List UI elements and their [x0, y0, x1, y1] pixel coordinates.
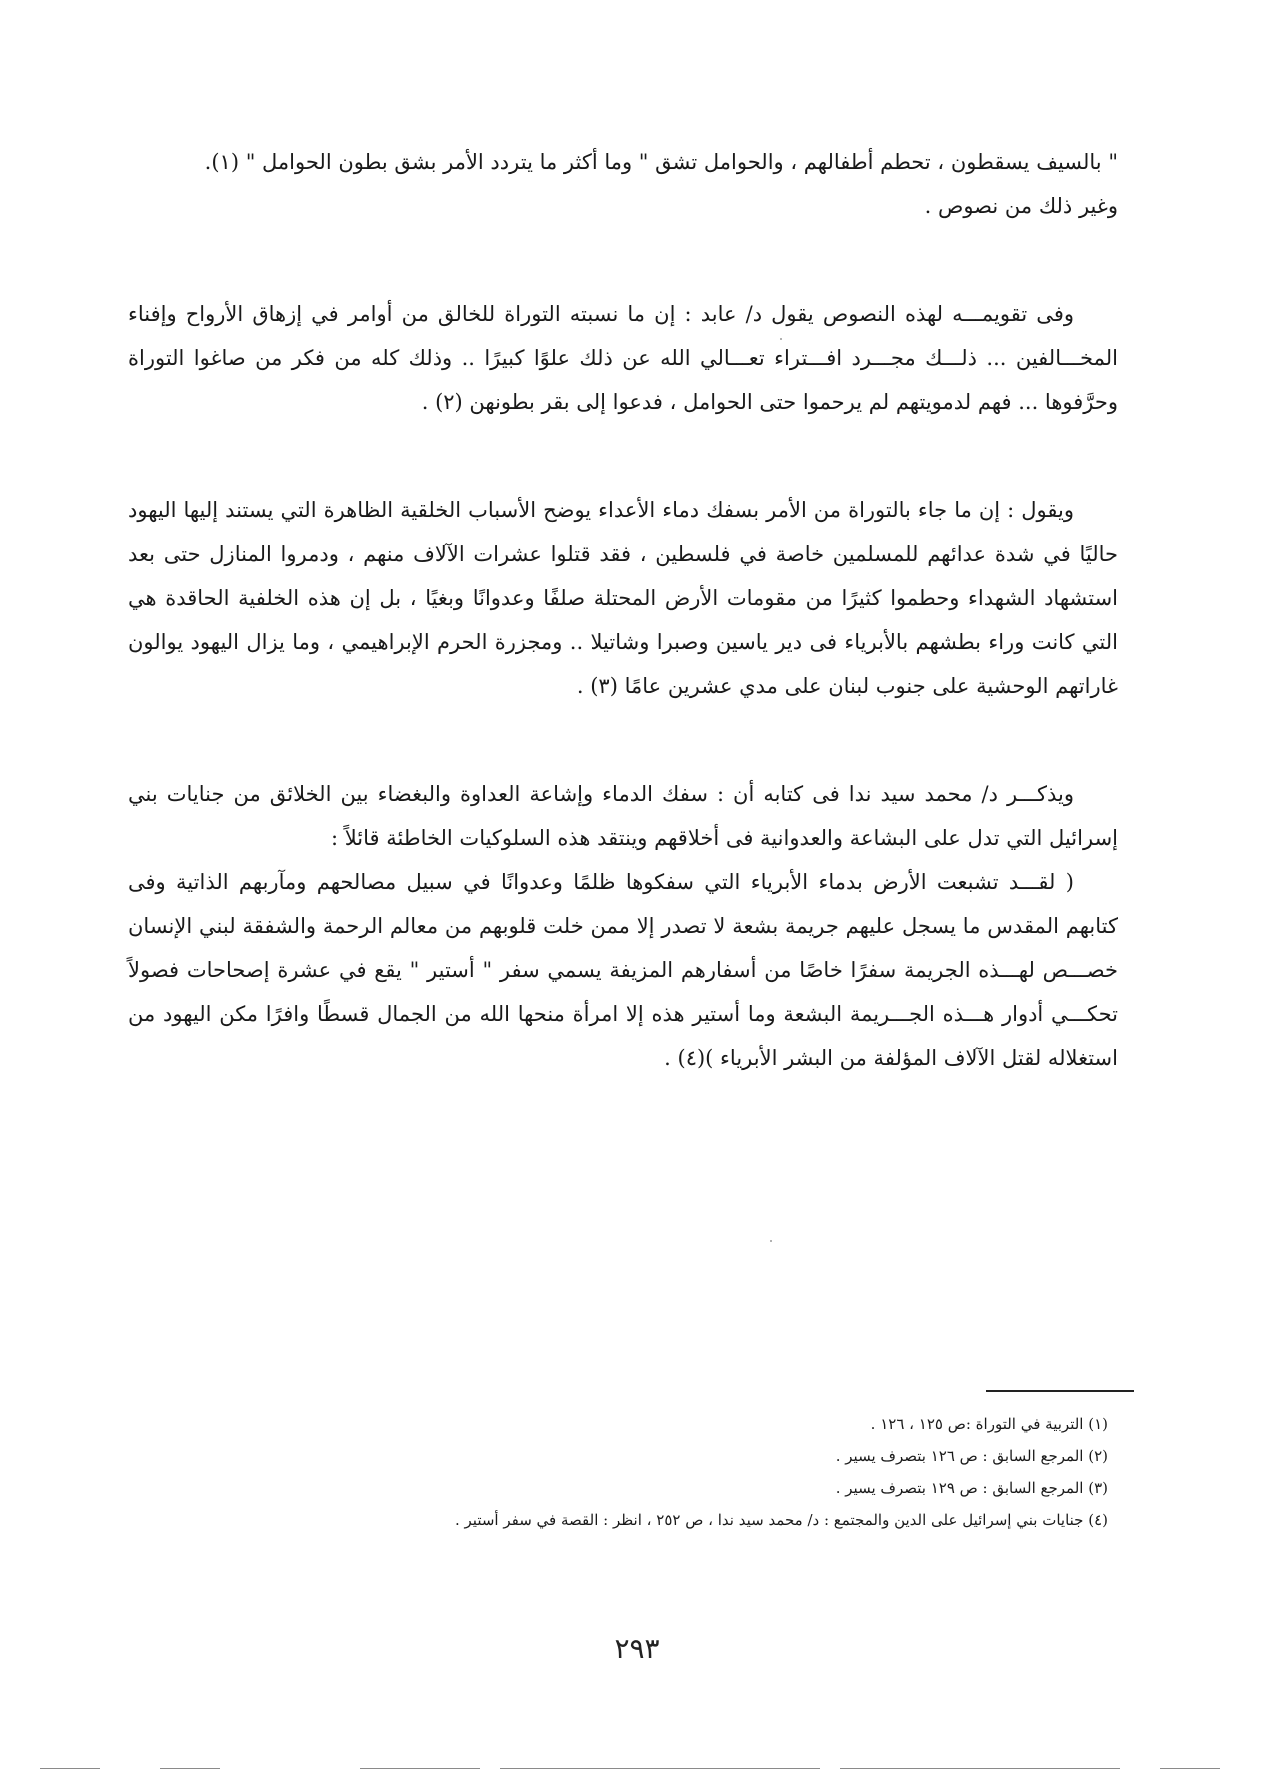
- footnote-3: (٣) المرجع السابق : ص ١٢٩ بتصرف يسير .: [835, 1479, 1108, 1497]
- scan-artifact-line: [840, 1768, 1120, 1769]
- paragraph-2: [128, 292, 1118, 424]
- footnote-separator: [986, 1390, 1134, 1392]
- scan-artifact-line: [500, 1768, 820, 1769]
- footnote-2: (٢) المرجع السابق : ص ١٢٦ بتصرف يسير .: [835, 1447, 1108, 1465]
- paragraph-1: [128, 140, 1118, 228]
- paragraph-text: ويقول : إن ما جاء بالتوراة من الأمر بسفك دماء الأعداء يوضح الأسباب الخلقية الظاهرة التي يستند إليها اليهود حاليًا في شدة عدائهم للمسلمين خاصة في فلسطين ، فقد قتلوا عشرات الآلاف منهم ، ودمروا المنازل حتى بعد استشهاد الشهداء وحطموا كثيرًا من مقومات الأرض المحتلة صلفًا وعدوانًا وبغيًا ، بل إن هذه الخلفية الحاقدة هي التي كانت وراء بطشهم بالأبرياء فى دير ياسين وصبرا وشاتيلا .. ومجزرة الحرم الإبراهيمي ، وما يزال اليهود يوالون غاراتهم الوحشية على جنوب لبنان على مدي عشرين عامًا (٣) .: [128, 498, 1118, 698]
- page-number: ٢٩٣: [614, 1632, 660, 1665]
- quoted-passage: ( لقـــد تشبعت الأرض بدماء الأبرياء التي سفكوها ظلمًا وعدوانًا في سبيل مصالحهم ومآربهم الذاتية وفى كتابهم المقدس ما يسجل عليهم جريمة بشعة لا تصدر إلا ممن خلت قلوبهم من معالم الرحمة والشفقة لبني الإنسان خصـــص لهـــذه الجريمة سفرًا خاصًا من أسفارهم المزيفة يسمي سفر " أستير " يقع في عشرة إصحاحات فصولاً تحكـــي أدوار هـــذه الجـــريمة البشعة وما أستير هذه إلا امرأة منحها الله من الجمال قسطًا وافرًا مكن اليهود من استغلاله لقتل الآلاف المؤلفة من البشر الأبرياء )(٤) .: [128, 870, 1118, 1070]
- footnote-4: (٤) جنايات بني إسرائيل على الدين والمجتمع : د/ محمد سيد ندا ، ص ٢٥٢ ، انظر : القصة في سفر أستير .: [454, 1511, 1108, 1529]
- paragraph-line: وغير ذلك من نصوص .: [924, 194, 1118, 218]
- scan-artifact-line: [160, 1768, 220, 1769]
- footnotes: [300, 1408, 1108, 1536]
- paragraph-text: ويذكـــر د/ محمد سيد ندا فى كتابه أن : سفك الدماء وإشاعة العداوة والبغضاء بين الخلائق من جنايات بني إسرائيل التي تدل على البشاعة والعدوانية فى أخلاقهم وينتقد هذه السلوكيات الخاطئة قائلاً :: [128, 782, 1118, 850]
- scan-artifact-line: [40, 1768, 100, 1769]
- scan-speck: [780, 338, 782, 340]
- scan-artifact-line: [1160, 1768, 1220, 1769]
- quote-line: " بالسيف يسقطون ، تحطم أطفالهم ، والحوامل تشق " وما أكثر ما يتردد الأمر بشق بطون الحوامل " (١).: [204, 150, 1118, 174]
- footnote-1: (١) التربية في التوراة :ص ١٢٥ ، ١٢٦ .: [870, 1415, 1108, 1433]
- paragraph-4: [128, 772, 1118, 1080]
- paragraph-3: [128, 488, 1118, 708]
- scan-speck: [770, 1240, 772, 1242]
- paragraph-text: وفى تقويمـــه لهذه النصوص يقول د/ عابد : إن ما نسبته التوراة للخالق من أوامر في إزهاق الأرواح وإفناء المخـــالفين ... ذلـــك مجـــرد افـــتراء تعـــالي الله عن ذلك علوًا كبيرًا .. وذلك كله من فكر من صاغوا التوراة وحرَّفوها ... فهم لدمويتهم لم يرحموا حتى الحوامل ، فدعوا إلى بقر بطونهن (٢) .: [128, 302, 1118, 414]
- scan-artifact-line: [360, 1768, 480, 1769]
